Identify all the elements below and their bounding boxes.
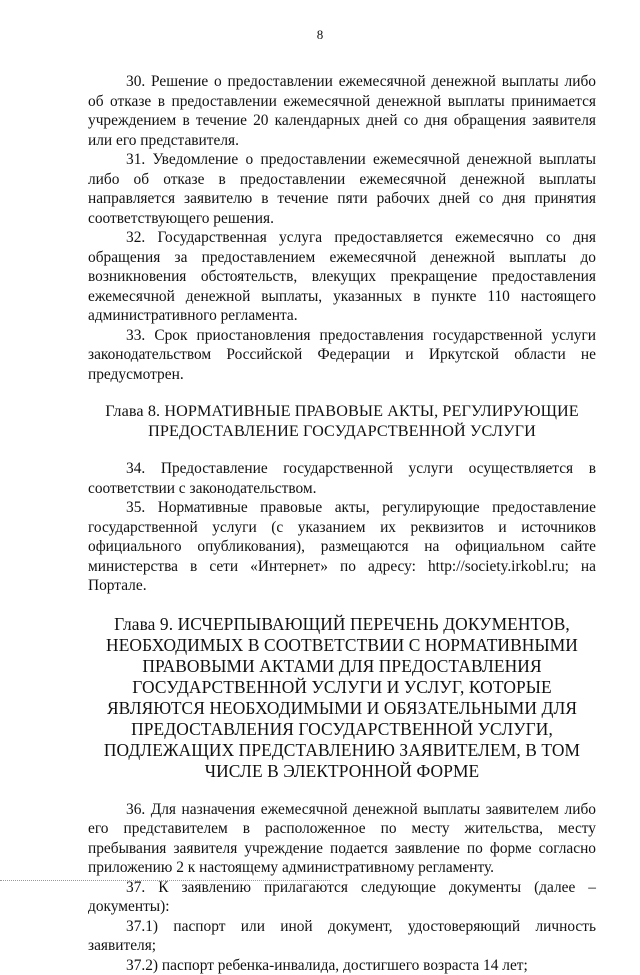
paragraph-37: 37. К заявлению прилагаются следующие документы (далее – документы): xyxy=(88,878,596,917)
paragraph-31: 31. Уведомление о предоставлении ежемесячной денежной выплаты либо об отказе в предоставлении ежемесячной денежной выплаты направляется заявителю в течение пяти рабочих дней со дня принятия соответствующего решения. xyxy=(88,150,596,228)
chapter-8-heading: Глава 8. НОРМАТИВНЫЕ ПРАВОВЫЕ АКТЫ, РЕГУЛИРУЮЩИЕ ПРЕДОСТАВЛЕНИЕ ГОСУДАРСТВЕННОЙ УСЛУГИ xyxy=(88,402,596,441)
paragraph-32: 32. Государственная услуга предоставляется ежемесячно со дня обращения за предоставлением ежемесячной денежной выплаты до возникновения обстоятельств, влекущих прекращение предоставления ежемесячной денежной выплаты, указанных в пункте 110 настоящего административного регламента. xyxy=(88,228,596,326)
paragraph-30: 30. Решение о предоставлении ежемесячной денежной выплаты либо об отказе в предоставлении ежемесячной денежной выплаты принимается учреждением в течение 20 календарных дней со дня обращения заявителя или его представителя. xyxy=(88,72,596,150)
paragraph-33: 33. Срок приостановления предоставления государственной услуги законодательством Российской Федерации и Иркутской области не предусмотрен. xyxy=(88,326,596,385)
paragraph-36: 36. Для назначения ежемесячной денежной выплаты заявителем либо его представителем в расположенное по месту жительства, месту пребывания заявителя учреждение подается заявление по форме согласно приложению 2 к настоящему административному регламенту. xyxy=(88,800,596,878)
document-body xyxy=(88,72,596,975)
chapter-9-heading: Глава 9. ИСЧЕРПЫВАЮЩИЙ ПЕРЕЧЕНЬ ДОКУМЕНТОВ, НЕОБХОДИМЫХ В СООТВЕТСТВИИ С НОРМАТИВНЫМИ ПРАВОВЫМИ АКТАМИ ДЛЯ ПРЕДОСТАВЛЕНИЯ ГОСУДАРСТВЕННОЙ УСЛУГИ И УСЛУГ, КОТОРЫЕ ЯВЛЯЮТСЯ НЕОБХОДИМЫМИ И ОБЯЗАТЕЛЬНЫМИ ДЛЯ ПРЕДОСТАВЛЕНИЯ ГОСУДАРСТВЕННОЙ УСЛУГИ, ПОДЛЕЖАЩИХ ПРЕДСТАВЛЕНИЮ ЗАЯВИТЕЛЕМ, В ТОМ ЧИСЛЕ В ЭЛЕКТРОННОЙ ФОРМЕ xyxy=(88,614,596,782)
paragraph-34: 34. Предоставление государственной услуги осуществляется в соответствии с законодательством. xyxy=(88,459,596,498)
scan-edge-line xyxy=(0,880,330,882)
paragraph-37-2: 37.2) паспорт ребенка-инвалида, достигшего возраста 14 лет; xyxy=(88,956,596,975)
page-number: 8 xyxy=(0,27,640,43)
paragraph-35: 35. Нормативные правовые акты, регулирующие предоставление государственной услуги (с указанием их реквизитов и источников официального опубликования), размещаются на официальном сайте министерства в сети «Интернет» по адресу: http://society.irkobl.ru; на Портале. xyxy=(88,498,596,596)
paragraph-37-1: 37.1) паспорт или иной документ, удостоверяющий личность заявителя; xyxy=(88,917,596,956)
